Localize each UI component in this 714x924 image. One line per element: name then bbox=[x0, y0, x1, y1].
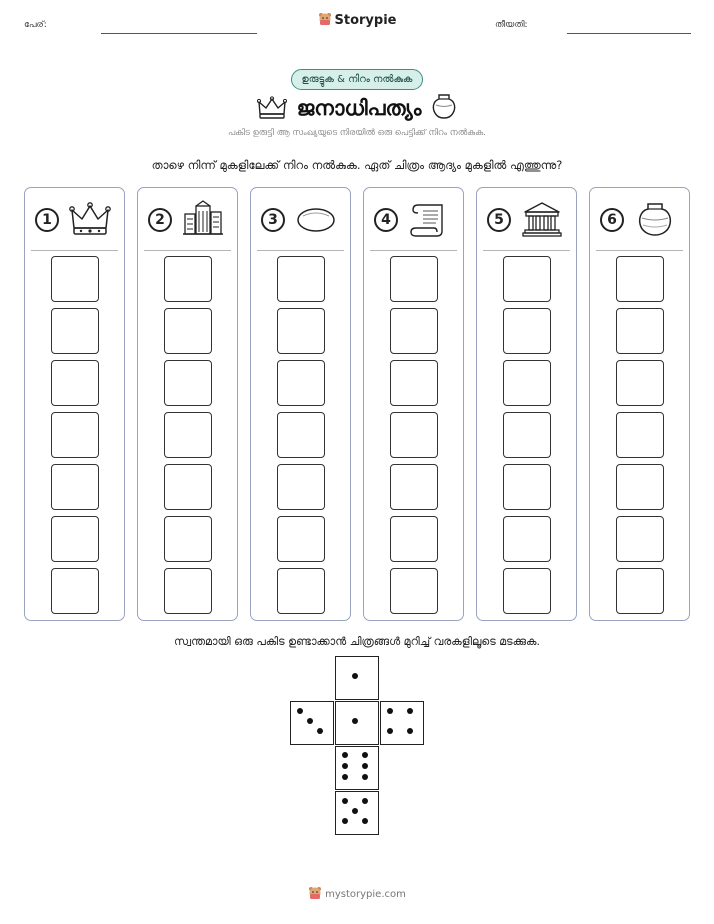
column-header bbox=[590, 200, 689, 240]
dice-pip bbox=[352, 673, 358, 679]
color-box[interactable] bbox=[616, 308, 664, 354]
color-box[interactable] bbox=[164, 464, 212, 510]
column-divider bbox=[257, 250, 344, 251]
color-box[interactable] bbox=[616, 568, 664, 614]
column-number: 1 bbox=[35, 208, 59, 232]
color-box[interactable] bbox=[277, 360, 325, 406]
dice-face-3 bbox=[290, 701, 334, 745]
column-header bbox=[138, 200, 237, 240]
column-divider bbox=[483, 250, 570, 251]
color-box[interactable] bbox=[616, 516, 664, 562]
race-column-5 bbox=[476, 187, 577, 621]
color-box[interactable] bbox=[164, 516, 212, 562]
color-box[interactable] bbox=[277, 464, 325, 510]
dice-face-1 bbox=[335, 701, 379, 745]
city-buildings-icon bbox=[182, 200, 224, 238]
subtitle: പകിട ഉരുട്ടി ആ സംഖ്യയുടെ നിരയിൽ ഒരു പെട്ടിക്ക് നിറം നൽകുക. bbox=[228, 128, 486, 138]
color-box[interactable] bbox=[503, 464, 551, 510]
name-line[interactable] bbox=[101, 33, 257, 34]
column-divider bbox=[596, 250, 683, 251]
color-box[interactable] bbox=[277, 412, 325, 458]
brand-name: Storypie bbox=[334, 13, 397, 28]
color-box[interactable] bbox=[503, 256, 551, 302]
date-line[interactable] bbox=[567, 33, 691, 34]
title-text: ജനാധിപത്യം bbox=[296, 96, 422, 120]
column-divider bbox=[144, 250, 231, 251]
brand-logo bbox=[0, 12, 714, 28]
color-box[interactable] bbox=[277, 308, 325, 354]
color-box[interactable] bbox=[277, 568, 325, 614]
scroll-icon bbox=[408, 200, 450, 238]
crown-icon bbox=[69, 200, 111, 238]
column-header bbox=[25, 200, 124, 240]
clay-pot-icon bbox=[634, 200, 676, 238]
dice-pip bbox=[342, 752, 348, 758]
bear-logo-icon bbox=[318, 12, 332, 26]
race-column-2 bbox=[137, 187, 238, 621]
dice-pip bbox=[362, 774, 368, 780]
dice-net bbox=[290, 656, 426, 834]
color-box[interactable] bbox=[164, 256, 212, 302]
color-box[interactable] bbox=[164, 360, 212, 406]
dice-pip bbox=[352, 718, 358, 724]
footer bbox=[0, 886, 714, 900]
color-box[interactable] bbox=[390, 464, 438, 510]
race-column-6 bbox=[589, 187, 690, 621]
bear-logo-icon bbox=[308, 886, 322, 900]
dice-pip bbox=[342, 763, 348, 769]
color-box[interactable] bbox=[390, 568, 438, 614]
race-columns bbox=[24, 187, 690, 623]
dice-face-6 bbox=[335, 746, 379, 790]
color-box[interactable] bbox=[616, 412, 664, 458]
color-box[interactable] bbox=[277, 516, 325, 562]
dice-pip bbox=[387, 728, 393, 734]
color-box[interactable] bbox=[51, 568, 99, 614]
race-column-3 bbox=[250, 187, 351, 621]
badge-text: ഉരുട്ടുക & നിറം നൽകുക bbox=[291, 69, 424, 90]
column-number: 2 bbox=[148, 208, 172, 232]
color-box[interactable] bbox=[51, 464, 99, 510]
color-box[interactable] bbox=[51, 516, 99, 562]
color-box[interactable] bbox=[164, 308, 212, 354]
color-box[interactable] bbox=[390, 256, 438, 302]
dice-face-4 bbox=[380, 701, 424, 745]
dice-pip bbox=[407, 708, 413, 714]
date-label: തീയതി: bbox=[495, 20, 528, 30]
dice-pip bbox=[342, 774, 348, 780]
color-box[interactable] bbox=[390, 412, 438, 458]
clay-pot-icon bbox=[431, 92, 457, 120]
color-box[interactable] bbox=[616, 360, 664, 406]
name-label: പേര്: bbox=[24, 20, 47, 30]
dice-pip bbox=[317, 728, 323, 734]
dice-pip bbox=[307, 718, 313, 724]
color-box[interactable] bbox=[164, 412, 212, 458]
instruction-text: താഴെ നിന്ന് മുകളിലേക്ക് നിറം നൽകുക. ഏത് ചിത്രം ആദ്യം മുകളിൽ എത്തുന്നു? bbox=[151, 158, 563, 172]
color-box[interactable] bbox=[503, 516, 551, 562]
footer-url[interactable]: mystorypie.com bbox=[325, 889, 406, 900]
dice-pip bbox=[297, 708, 303, 714]
column-divider bbox=[370, 250, 457, 251]
race-column-1 bbox=[24, 187, 125, 621]
column-number: 6 bbox=[600, 208, 624, 232]
dice-pip bbox=[362, 763, 368, 769]
color-box[interactable] bbox=[390, 516, 438, 562]
column-header bbox=[364, 200, 463, 240]
dice-pip bbox=[342, 798, 348, 804]
dice-pip bbox=[407, 728, 413, 734]
color-box[interactable] bbox=[277, 256, 325, 302]
column-header bbox=[251, 200, 350, 240]
column-header bbox=[477, 200, 576, 240]
color-box[interactable] bbox=[503, 360, 551, 406]
activity-badge bbox=[0, 67, 714, 90]
dice-pip bbox=[362, 752, 368, 758]
dice-pip bbox=[362, 818, 368, 824]
color-box[interactable] bbox=[51, 308, 99, 354]
dice-face-1 bbox=[335, 656, 379, 700]
dice-face-5 bbox=[335, 791, 379, 835]
page-title bbox=[0, 92, 714, 121]
color-box[interactable] bbox=[390, 308, 438, 354]
parliament-building-icon bbox=[521, 200, 563, 238]
dice-pip bbox=[352, 808, 358, 814]
column-divider bbox=[31, 250, 118, 251]
dice-pip bbox=[342, 818, 348, 824]
color-box[interactable] bbox=[51, 256, 99, 302]
column-number: 5 bbox=[487, 208, 511, 232]
color-box[interactable] bbox=[390, 360, 438, 406]
color-box[interactable] bbox=[503, 568, 551, 614]
race-column-4 bbox=[363, 187, 464, 621]
dice-pip bbox=[362, 798, 368, 804]
column-number: 3 bbox=[261, 208, 285, 232]
color-box[interactable] bbox=[164, 568, 212, 614]
color-box[interactable] bbox=[503, 412, 551, 458]
crown-icon bbox=[257, 96, 287, 120]
color-box[interactable] bbox=[616, 256, 664, 302]
dice-net-caption: സ്വന്തമായി ഒരു പകിട ഉണ്ടാക്കാൻ ചിത്രങ്ങൾ മുറിച്ച് വരകളിലൂടെ മടക്കുക. bbox=[174, 635, 540, 648]
oval-stone-icon bbox=[295, 200, 337, 238]
dice-pip bbox=[387, 708, 393, 714]
color-box[interactable] bbox=[616, 464, 664, 510]
color-box[interactable] bbox=[51, 360, 99, 406]
column-number: 4 bbox=[374, 208, 398, 232]
color-box[interactable] bbox=[503, 308, 551, 354]
color-box[interactable] bbox=[51, 412, 99, 458]
